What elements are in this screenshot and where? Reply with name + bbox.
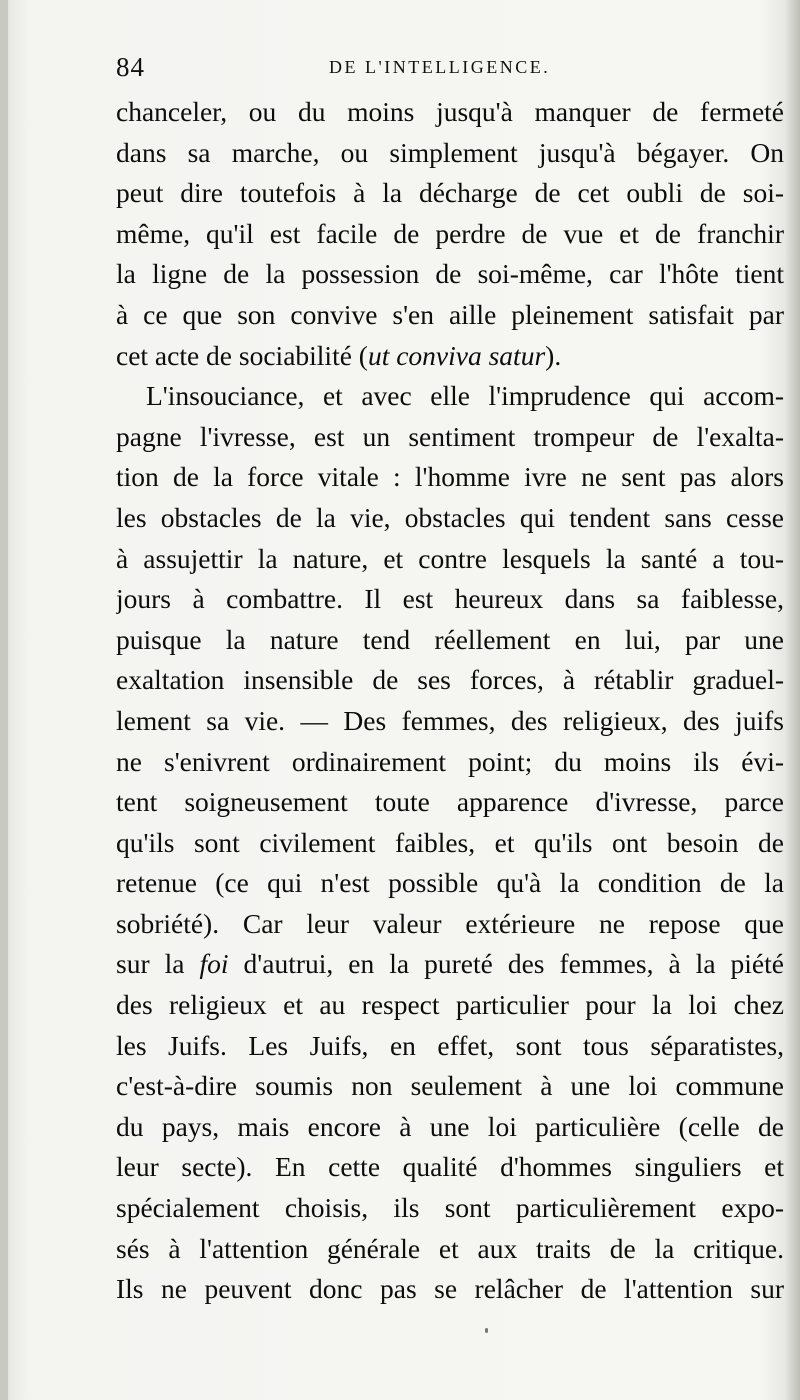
text-line: c'est-à-dire soumis non seulement à une loi commune: [116, 1070, 784, 1102]
text-line: puisque la nature tend réellement en lui, par une: [116, 623, 784, 655]
ink-speck: [485, 1328, 488, 1333]
text-line: retenue (ce qui n'est possible qu'à la condition de la: [116, 867, 784, 899]
text-line: sés à l'attention générale et aux traits de la critique.: [116, 1232, 784, 1264]
text-segment: sur la: [116, 948, 200, 980]
text-line: tent soigneusement toute apparence d'ivresse, parce: [116, 786, 784, 818]
paragraph-1: [116, 92, 784, 376]
page-left-edge: [0, 0, 8, 1400]
text-line: lement sa vie. — Des femmes, des religieux, des juifs: [116, 704, 784, 736]
text-line: chanceler, ou du moins jusqu'à manquer de fermeté: [116, 96, 784, 127]
running-head: DE L'INTELLIGENCE.: [329, 57, 551, 77]
text-line: exaltation insensible de ses forces, à rétablir graduel-: [116, 664, 784, 696]
text-line: L'insouciance, et avec elle l'imprudence qui accom-: [146, 380, 784, 412]
text-line: à assujettir la nature, et contre lesquels la santé a tou-: [116, 542, 784, 574]
text-line: les Juifs. Les Juifs, en effet, sont tous séparatistes,: [116, 1029, 784, 1061]
text-line: tion de la force vitale : l'homme ivre ne sent pas alors: [116, 461, 784, 493]
text-line: des religieux et au respect particulier pour la loi chez: [116, 989, 784, 1021]
body-text: [116, 92, 784, 1310]
text-line: [116, 944, 784, 985]
page-number: 84: [116, 52, 145, 82]
italic-word: foi: [199, 948, 229, 980]
text-line: ne s'enivrent ordinairement point; du moins ils évi-: [116, 745, 784, 777]
text-line: jours à combattre. Il est heureux dans sa faiblesse,: [116, 583, 784, 615]
text-line: à ce que son convive s'en aille pleinement satisfait par: [116, 298, 784, 330]
text-line: qu'ils sont civilement faibles, et qu'ils ont besoin de: [116, 826, 784, 858]
paragraph-2: [116, 376, 784, 1310]
text-line: dans sa marche, ou simplement jusqu'à bégayer. On: [116, 136, 784, 168]
text-line: leur secte). En cette qualité d'hommes singuliers et: [116, 1151, 784, 1183]
text-line: Ils ne peuvent donc pas se relâcher de l'attention sur: [116, 1273, 784, 1305]
text-line: pagne l'ivresse, est un sentiment trompeur de l'exalta-: [116, 420, 784, 452]
text-segment: d'autrui, en la pureté des femmes, à la piété: [228, 948, 784, 980]
text-line: peut dire toutefois à la décharge de cet oubli de soi-: [116, 177, 784, 209]
page-right-edge: [786, 0, 800, 1400]
text-line: même, qu'il est facile de perdre de vue et de franchir: [116, 217, 784, 249]
text-segment: cet acte de sociabilité (: [116, 339, 368, 371]
text-line: sobriété). Car leur valeur extérieure ne repose que: [116, 907, 784, 939]
text-line: du pays, mais encore à une loi particulière (celle de: [116, 1110, 784, 1142]
text-line: [116, 336, 784, 377]
text-line: les obstacles de la vie, obstacles qui tendent sans cesse: [116, 501, 784, 533]
text-segment: ).: [545, 339, 562, 371]
page-header: [116, 52, 776, 92]
text-line: spécialement choisis, ils sont particulièrement expo-: [116, 1192, 784, 1224]
italic-latin-phrase: ut conviva satur: [367, 339, 546, 371]
text-line: la ligne de la possession de soi-même, car l'hôte tient: [116, 258, 784, 290]
